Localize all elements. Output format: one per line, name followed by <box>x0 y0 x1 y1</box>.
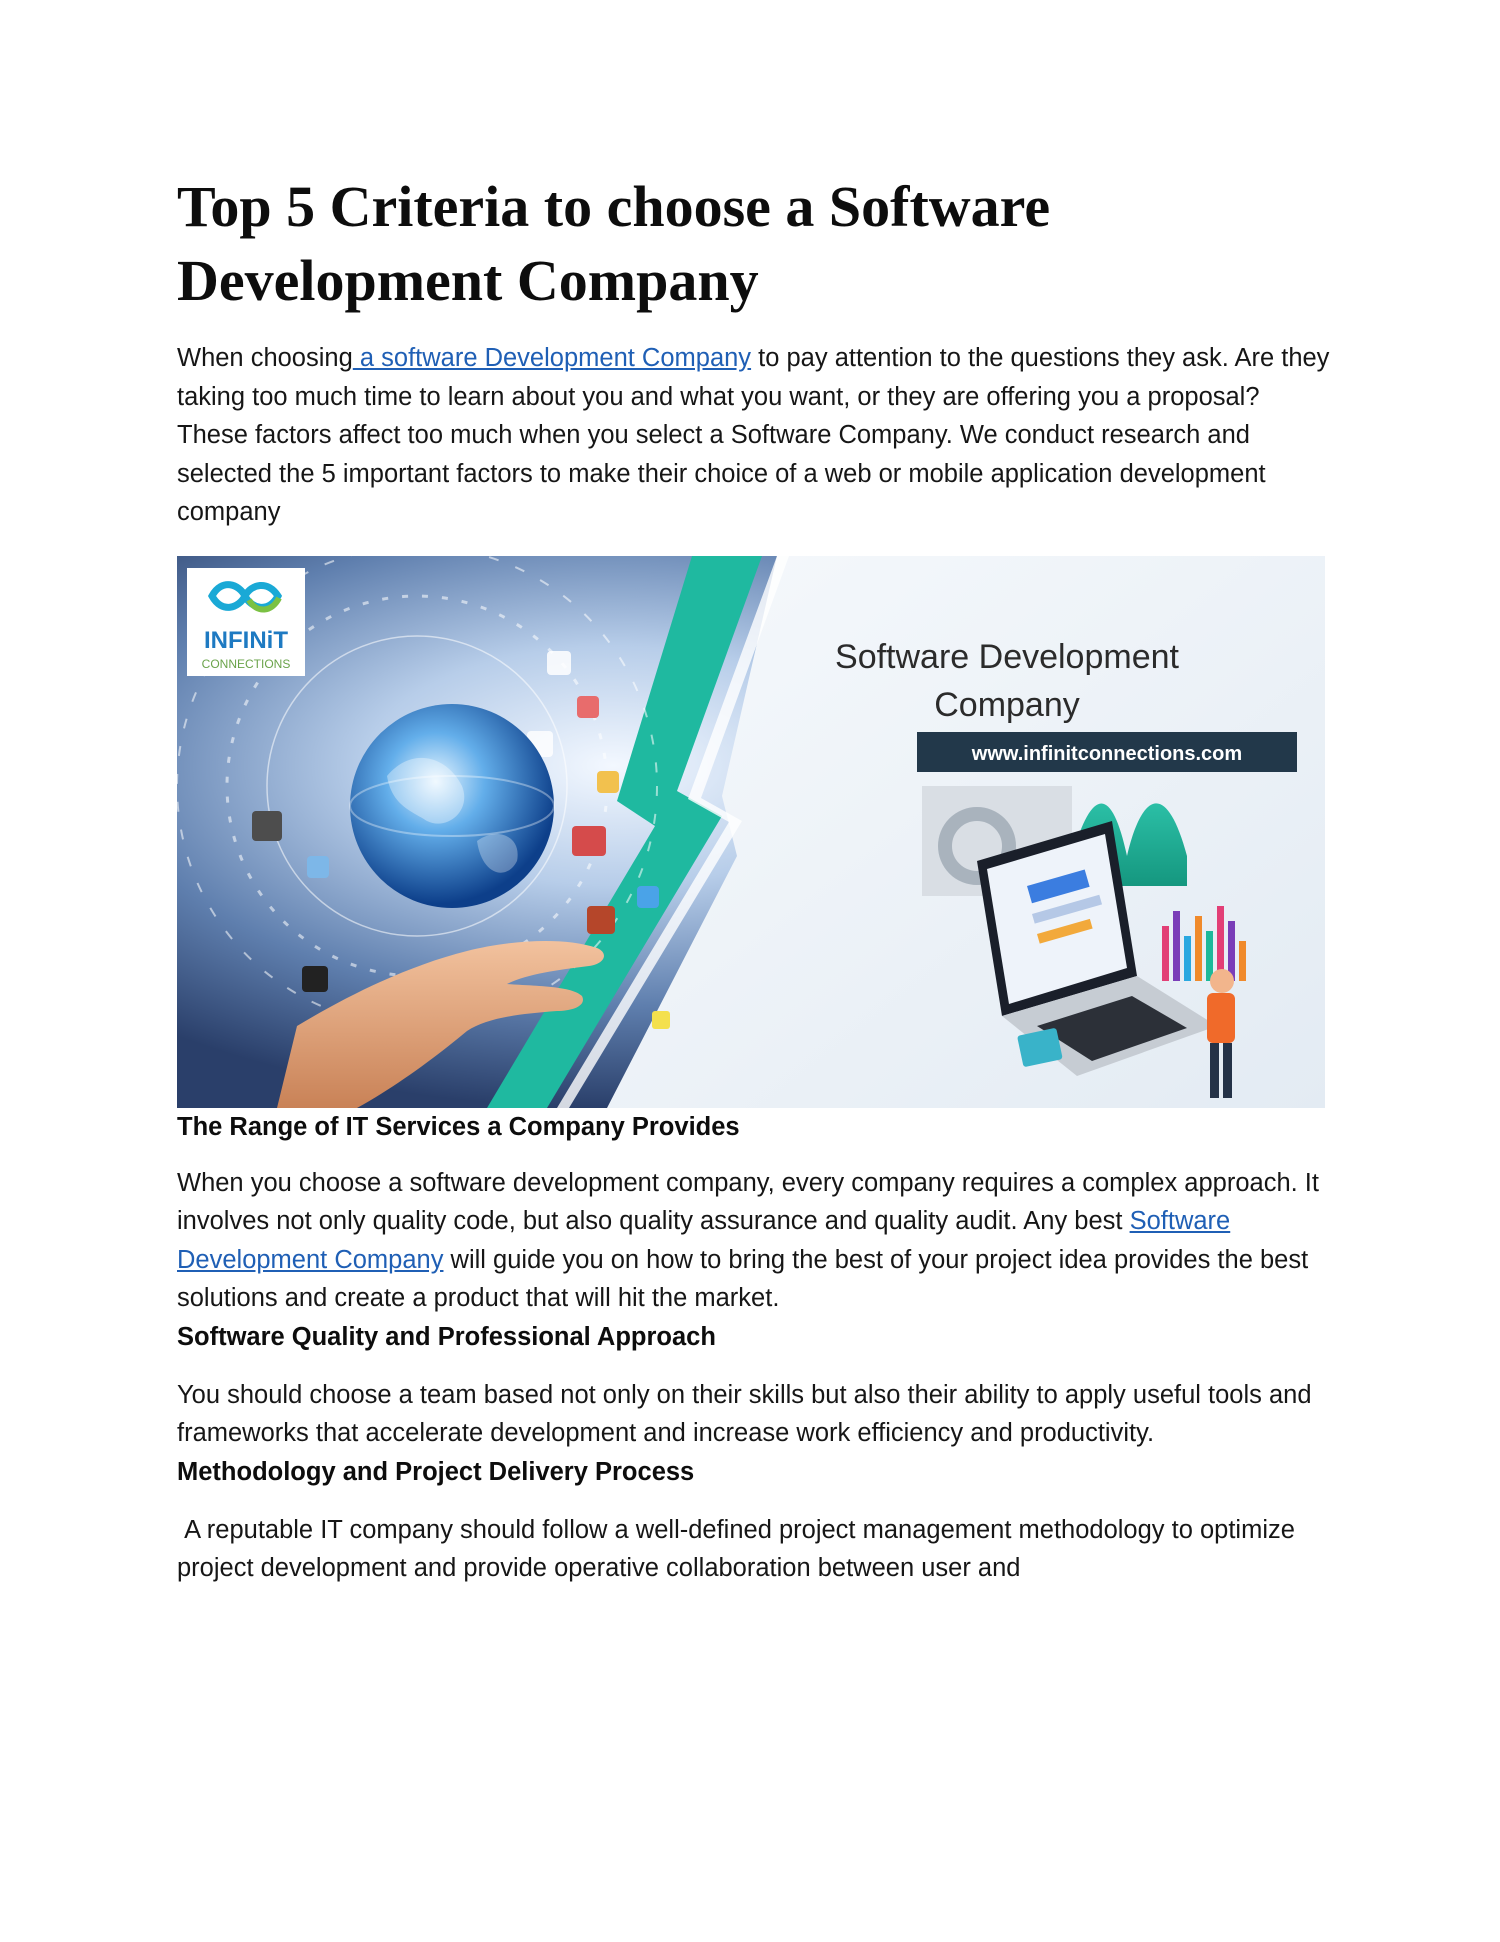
section-body-methodology: A reputable IT company should follow a well-defined project management methodology to optimize project development and provide operative collaboration between user and <box>177 1515 1303 1582</box>
page-title: Top 5 Criteria to choose a Software Development Company <box>177 174 1051 313</box>
article <box>177 170 1337 1588</box>
logo-wordmark: INFINiT <box>204 626 288 654</box>
intro-text-after: to pay attention to the questions they ask. Are they taking too much time to learn about you and what you want, or they are offering you a proposal? These factors affect too much when you select a Software Company. We conduct research and selected the 5 important factors to make their choice of a web or mobile application development company <box>177 344 1330 526</box>
company-logo <box>187 568 305 676</box>
software-development-company-link[interactable]: Software Development Company <box>177 1207 1231 1274</box>
it-services-text-before: When you choose a software development company, every company requires a complex approach. It involves not only quality code, but also quality assurance and quality audit. Any best <box>177 1168 1319 1235</box>
intro-paragraph <box>177 339 1337 532</box>
banner-headline-line2: Company <box>934 685 1080 724</box>
section-heading-quality: Software Quality and Professional Approach <box>177 1322 716 1351</box>
section-body-it-services <box>177 1164 1337 1318</box>
hero-banner-image <box>177 556 1325 1108</box>
it-services-text-after: will guide you on how to bring the best of your project idea provides the best solutions and create a product that will hit the market. <box>177 1245 1309 1312</box>
intro-company-link[interactable]: a software Development Company <box>352 344 752 372</box>
banner-headline-line1: Software Development <box>835 637 1179 676</box>
logo-subtitle: CONNECTIONS <box>201 656 291 671</box>
banner-url: www.infinitconnections.com <box>971 742 1243 765</box>
section-body-quality: You should choose a team based not only on their skills but also their ability to apply useful tools and frameworks that accelerate development and increase work efficiency and productivity. <box>177 1380 1312 1447</box>
section-heading-methodology: Methodology and Project Delivery Process <box>177 1457 695 1486</box>
section-heading-it-services: The Range of IT Services a Company Provides <box>177 1112 740 1141</box>
intro-text-before: When choosing <box>177 344 353 372</box>
